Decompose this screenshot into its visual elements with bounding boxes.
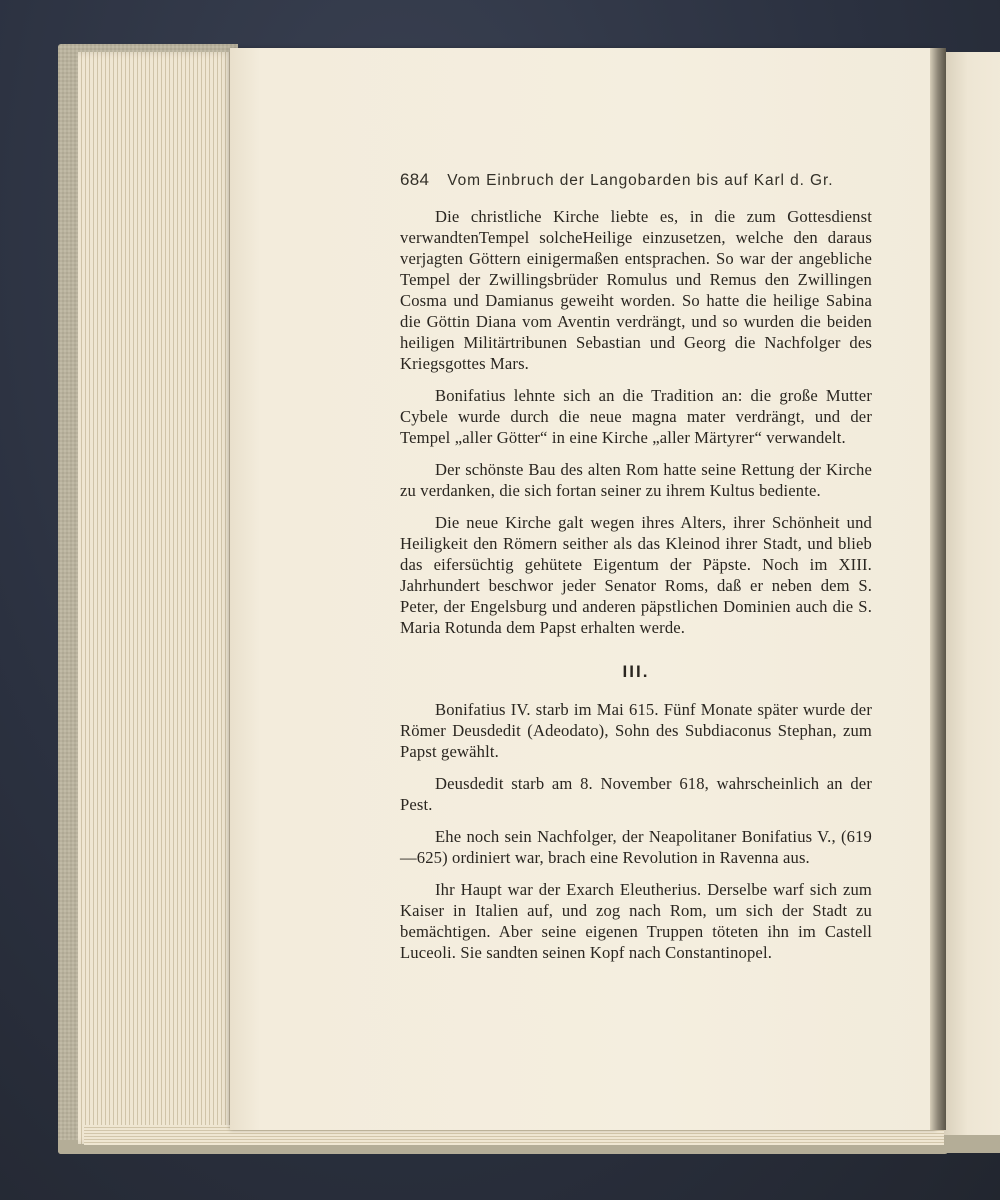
paragraph: Bonifatius IV. starb im Mai 615. Fünf Monate später wurde der Römer Deusdedit (Adeodato), Sohn des Subdiaconus Stephan, zum Papst gewählt. (400, 700, 872, 761)
running-head-title: Vom Einbruch der Langobarden bis auf Karl d. Gr. (447, 172, 834, 189)
book-gutter (930, 48, 946, 1130)
paragraph: Bonifatius lehnte sich an die Tradition an: die große Mutter Cybele wurde durch die neue magna mater verdrängt, und der Tempel „aller Götter“ in eine Kirche „aller Märtyrer“ verwandelt. (400, 386, 872, 447)
paragraph: Der schönste Bau des alten Rom hatte seine Rettung der Kirche zu verdanken, die sich fortan seiner zu ihrem Kultus bediente. (400, 460, 872, 500)
facing-page-cover-edge (944, 1135, 1000, 1153)
page-number: 684 (400, 170, 430, 189)
paragraph: Deusdedit starb am 8. November 618, wahrscheinlich an der Pest. (400, 774, 872, 814)
paragraph: Die christliche Kirche liebte es, in die zum Gottesdienst verwandtenTempel solcheHeilige einzusetzen, welche den daraus verjagten Göttern einigermaßen entsprachen. So war der angebliche Tempel der Zwillingsbrüder Romulus und Remus den Zwillingen Cosma und Damianus geweiht worden. So hatte die heilige Sabina die Göttin Diana vom Aventin verdrängt, und so wurden die beiden heiligen Militärtribunen Sebastian und Georg die Nachfolger des Kriegsgottes Mars. (400, 207, 872, 373)
section-heading: III. (622, 662, 650, 681)
paragraph: Ehe noch sein Nachfolger, der Neapolitaner Bonifatius V., (619—625) ordiniert war, brach eine Revolution in Ravenna aus. (400, 827, 872, 867)
paragraph: Ihr Haupt war der Exarch Eleutherius. Derselbe warf sich zum Kaiser in Italien auf, und zog nach Rom, um sich der Stadt zu bemächtigen. Aber seine eigenen Truppen töteten ihn im Castell Luceoli. Sie sandten seinen Kopf nach Constantinopel. (400, 880, 872, 962)
facing-page-edge (944, 52, 1000, 1142)
running-header (400, 170, 872, 192)
page-text-block (400, 170, 872, 974)
paragraph: Die neue Kirche galt wegen ihres Alters, ihrer Schönheit und Heiligkeit den Römern seither als das Kleinod ihrer Stadt, und blieb das eifersüchtig gehütete Eigentum der Päpste. Noch im XIII. Jahrhundert beschwor jeder Senator Roms, daß er neben dem S. Peter, der Engelsburg und anderen päpstlichen Dominien auch die S. Maria Rotunda dem Papst erhalten werde. (400, 513, 872, 637)
stacked-page-edges (78, 52, 234, 1144)
